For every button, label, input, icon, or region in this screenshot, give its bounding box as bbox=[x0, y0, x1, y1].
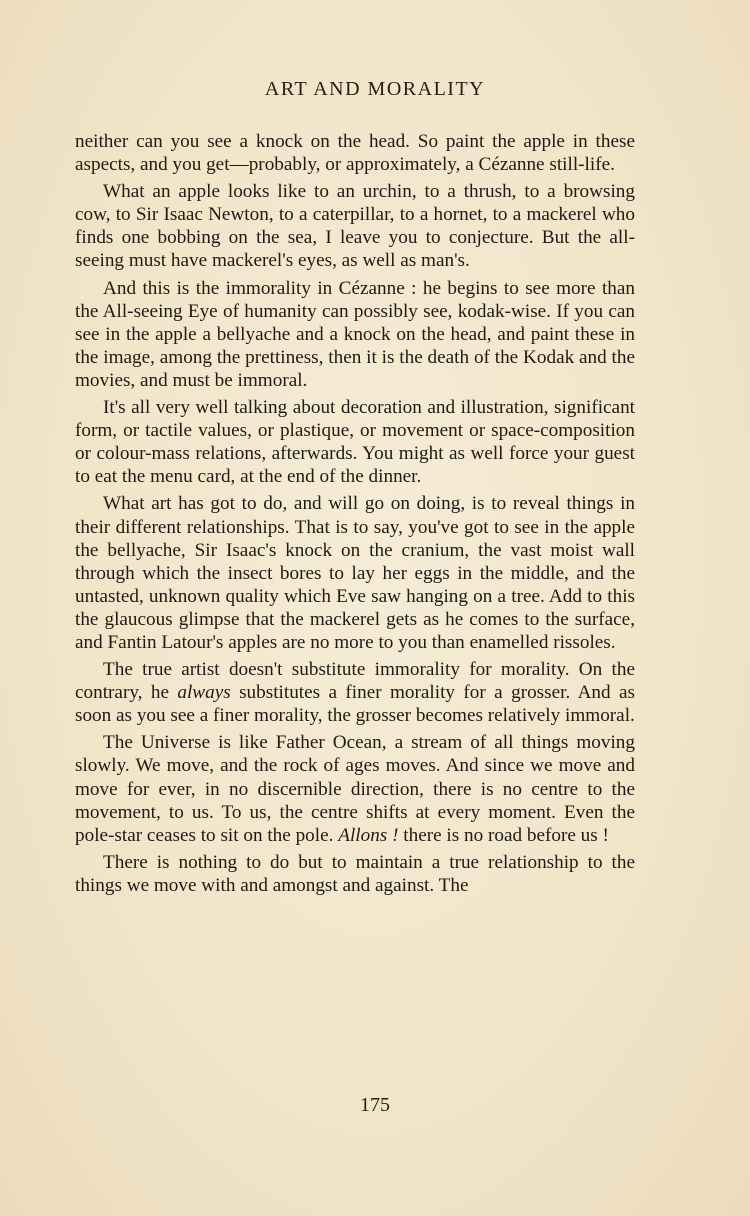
paragraph-8: There is nothing to do but to maintain a true relationship to the things we move with and amongst and against. The bbox=[75, 851, 635, 896]
paragraph-3: And this is the immorality in Cézanne : he begins to see more than the All-seeing Eye of humanity can possibly see, kodak-wise. If you can see in the apple a bellyache and a knock on the head, and paint these in the image, among the prettiness, then it is the death of the Kodak and the movies, and must be immoral. bbox=[75, 277, 635, 391]
paragraph-6-before: The true artist doesn't substitute immorality for morality. On the contrary, he bbox=[75, 659, 635, 704]
paragraph-7-emphasis: Allons ! bbox=[338, 824, 399, 846]
body-text bbox=[75, 130, 635, 901]
paragraph-6-after: substitutes a finer morality for a grosser. And as soon as you see a finer morality, the grosser becomes relatively immoral. bbox=[75, 682, 635, 727]
paragraph-6-emphasis: always bbox=[177, 682, 231, 704]
running-head: ART AND MORALITY bbox=[264, 78, 486, 100]
paragraph-5: What art has got to do, and will go on doing, is to reveal things in their different relationships. That is to say, you've got to see in the apple the bellyache, Sir Isaac's knock on the cranium, the vast moist wall through which the insect bores to lay her eggs in the middle, and the untasted, unknown quality which Eve saw hanging on a tree. Add to this the glaucous glimpse that the mackerel gets as he comes to the surface, and Fantin Latour's apples are no more to you than enamelled rissoles. bbox=[75, 493, 635, 653]
page-number: 175 bbox=[360, 1094, 390, 1116]
paragraph-7-before: The Universe is like Father Ocean, a stream of all things moving slowly. We move, and the rock of ages moves. And since we move and move for ever, in no discernible direction, there is no centre to the movement, to us. To us, the centre shifts at every moment. Even the pole-star ceases to sit on the pole. bbox=[75, 732, 635, 846]
paragraph-6 bbox=[75, 658, 635, 727]
paragraph-2: What an apple looks like to an urchin, to a thrush, to a browsing cow, to Sir Isaac Newton, to a caterpillar, to a hornet, to a mackerel who finds one bobbing on the sea, I leave you to conjecture. But the all-seeing must have mackerel's eyes, as well as man's. bbox=[75, 181, 635, 272]
paragraph-7 bbox=[75, 731, 635, 846]
paragraph-1: neither can you see a knock on the head. So paint the apple in these aspects, and you get—probably, or approximately, a Cézanne still-life. bbox=[75, 131, 635, 176]
paragraph-7-after: there is no road before us ! bbox=[398, 824, 609, 846]
paragraph-4: It's all very well talking about decoration and illustration, significant form, or tactile values, or plastique, or movement or space-composition or colour-mass relations, afterwards. You might as well force your guest to eat the menu card, at the end of the dinner. bbox=[75, 397, 635, 488]
